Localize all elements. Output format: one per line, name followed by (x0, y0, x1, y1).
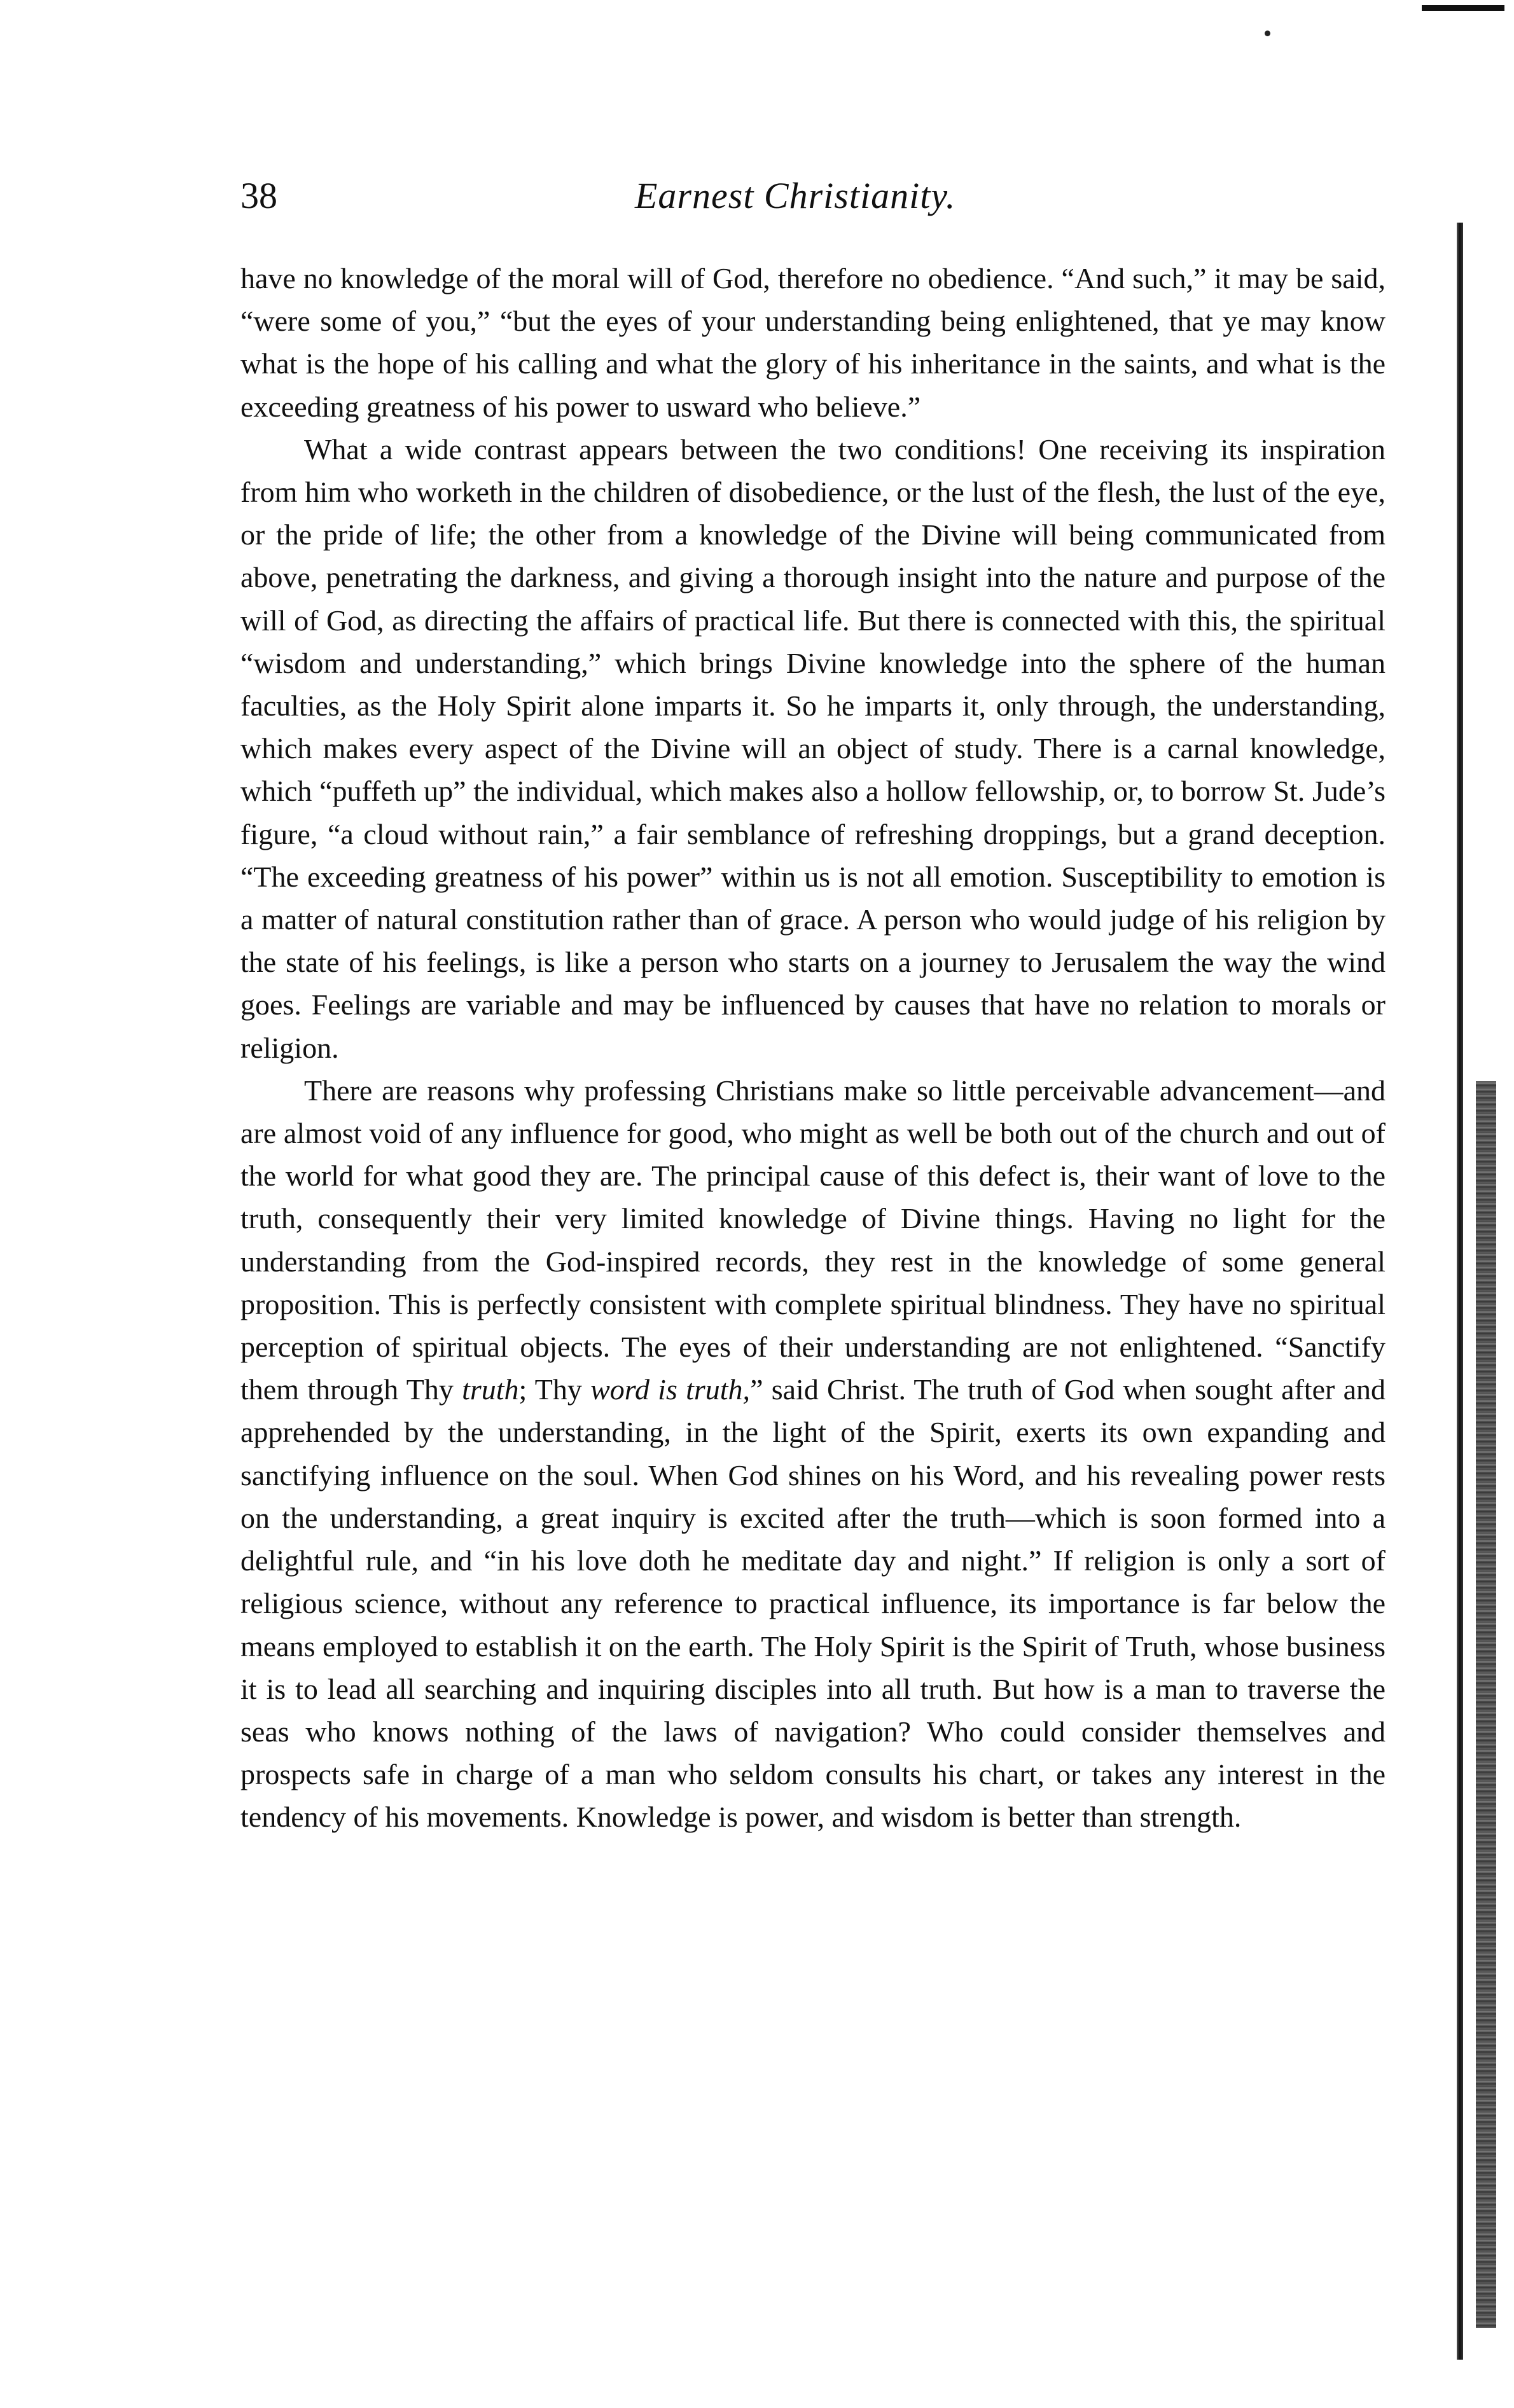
body-text (240, 257, 1386, 1839)
paragraph-3-italic-word: word is truth, (590, 1373, 751, 1406)
paragraph-3-text-b: ; Thy (518, 1373, 591, 1406)
paragraph-3-text-c: ” said Christ. The truth of God when sought after and apprehended by the understanding, in the light of the Spirit, exerts its own expanding and sanctifying influence on the soul. When God shines on his Word, and his revealing power rests on the understanding, a great inquiry is excited after the truth—which is soon formed into a delightful rule, and “in his love doth he meditate day and night.” If religion is only a sort of religious science, without any reference to practical influence, its importance is far below the means employed to establish it on the earth. The Holy Spirit is the Spirit of Truth, whose business it is to lead all searching and inquiring disciples into all truth. But how is a man to traverse the seas who knows nothing of the laws of navigation? Who could consider themselves and prospects safe in charge of a man who seldom consults his chart, or takes any interest in the tendency of his movements. Knowledge is power, and wisdom is better than strength. (240, 1373, 1386, 1834)
paragraph-2: What a wide contrast appears between the two conditions! One receiving its inspiration from him who worketh in the children of disobedience, or the lust of the flesh, the lust of the eye, or the pride of life; the other from a knowledge of the Divine will being communicated from above, penetrating the darkness, and giving a thorough insight into the nature and purpose of the will of God, as directing the affairs of practical life. But there is connected with this, the spiritual “wisdom and understanding,” which brings Divine knowledge into the sphere of the human faculties, as the Holy Spirit alone imparts it. So he imparts it, only through, the understanding, which makes every aspect of the Divine will an object of study. There is a carnal knowledge, which “puffeth up” the individual, which makes also a hollow fellowship, or, to borrow St. Jude’s figure, “a cloud without rain,” a fair semblance of refreshing droppings, but a grand deception. “The exceeding greatness of his power” within us is not all emotion. Susceptibility to emotion is a matter of natural constitution rather than of grace. A person who would judge of his religion by the state of his feelings, is like a person who starts on a journey to Jerusalem the way the wind goes. Feelings are variable and may be influenced by causes that have no relation to morals or religion. (240, 432, 1386, 1064)
paragraph-3-italic-truth: truth (462, 1373, 519, 1406)
page-header (240, 170, 1386, 221)
page-number: 38 (240, 175, 277, 216)
paragraph-3 (240, 1069, 1386, 1839)
paragraph-3-text-a: There are reasons why professing Christians make so little perceivable advancement—and are almost void of any influence for good, who might as well be both out of the church and out of the world for what good they are. The principal cause of this defect is, their want of love to the truth, consequently their very limited knowledge of Divine things. Having no light for the understanding from the God-inspired records, they rest in the knowledge of some general proposition. This is perfectly consistent with complete spiritual blindness. They have no spiritual perception of spiritual objects. The eyes of their understanding are not enlightened. “Sanctify them through Thy (240, 1074, 1386, 1406)
paragraph-1: have no knowledge of the moral will of God, therefore no obedience. “And such,” it may be said, “were some of you,” “but the eyes of your understanding being enlightened, that ye may know what is the hope of his calling and what the glory of his inheritance in the saints, and what is the exceeding greatness of his power to usward who believe.” (240, 262, 1386, 423)
gutter-binding-edge (1476, 1081, 1496, 2328)
scan-edge-mark (1422, 5, 1504, 11)
gutter-shadow (1457, 223, 1463, 2360)
scan-speck (1265, 31, 1270, 36)
running-title: Earnest Christianity. (635, 175, 956, 216)
